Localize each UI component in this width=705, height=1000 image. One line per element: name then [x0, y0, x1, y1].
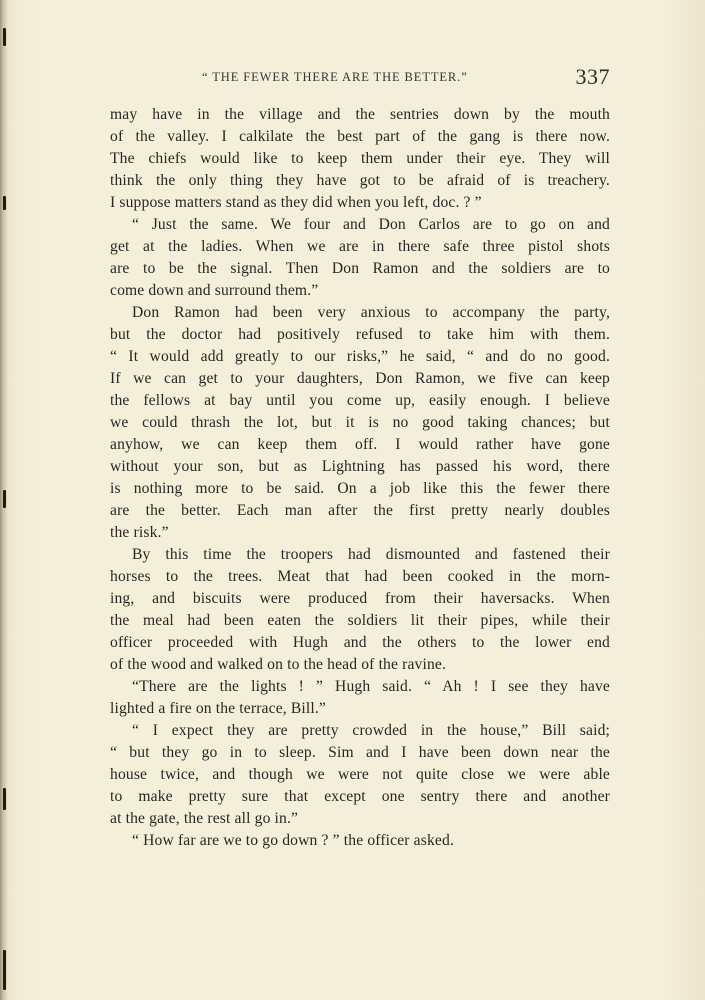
text-line: I suppose matters stand as they did when you left, doc. ? ”: [110, 194, 482, 211]
running-head: “ THE FEWER THERE ARE THE BETTER.”: [202, 70, 468, 84]
text-line: “ but they go in to sleep. Sim and I have been down near the: [110, 744, 610, 761]
text-line: “ It would add greatly to our risks,” he said, “ and do no good.: [110, 348, 610, 365]
text-line: is nothing more to be said. On a job like this the fewer there: [110, 480, 610, 497]
text-line: without your son, but as Lightning has passed his word, there: [110, 458, 610, 475]
binding-mark: [3, 490, 6, 508]
text-line: to make pretty sure that except one sentry there and another: [110, 788, 610, 805]
binding-mark: [3, 196, 6, 210]
text-line: think the only thing they have got to be afraid of is treachery.: [110, 172, 610, 189]
text-line: anyhow, we can keep them off. I would rather have gone: [110, 436, 610, 453]
page-number: 337: [575, 64, 610, 89]
text-line: ing, and biscuits were produced from their haversacks. When: [110, 590, 610, 607]
text-line: get at the ladies. When we are in there safe three pistol shots: [110, 238, 610, 255]
binding-mark: [3, 28, 6, 46]
text-line: Don Ramon had been very anxious to accompany the party,: [132, 304, 610, 321]
text-line: By this time the troopers had dismounted and fastened their: [132, 546, 610, 563]
text-line: The chiefs would like to keep them under their eye. They will: [110, 150, 610, 167]
text-line: lighted a fire on the terrace, Bill.”: [110, 700, 326, 717]
text-line: horses to the trees. Meat that had been cooked in the morn-: [110, 568, 610, 585]
page-header: [110, 64, 610, 90]
text-line: “ How far are we to go down ? ” the officer asked.: [132, 832, 454, 849]
text-line: at the gate, the rest all go in.”: [110, 810, 299, 827]
text-line: of the valley. I calkilate the best part of the gang is there now.: [110, 128, 610, 145]
binding-mark: [3, 950, 6, 990]
text-line: are the better. Each man after the first pretty nearly doubles: [110, 502, 610, 519]
text-line: “ Just the same. We four and Don Carlos are to go on and: [132, 216, 610, 233]
text-line: are to be the signal. Then Don Ramon and the soldiers are to: [110, 260, 610, 277]
body-text: [110, 104, 610, 852]
text-line: “ I expect they are pretty crowded in the house,” Bill said;: [132, 722, 610, 739]
text-line: “There are the lights ! ” Hugh said. “ Ah ! I see they have: [132, 678, 610, 695]
text-line: of the wood and walked on to the head of the ravine.: [110, 656, 447, 673]
text-line: officer proceeded with Hugh and the others to the lower end: [110, 634, 610, 651]
text-line: If we can get to your daughters, Don Ramon, we five can keep: [110, 370, 610, 387]
text-line: may have in the village and the sentries down by the mouth: [110, 106, 610, 123]
text-line: house twice, and though we were not quite close we were able: [110, 766, 610, 783]
text-line: come down and surround them.”: [110, 282, 319, 299]
text-line: the risk.”: [110, 524, 169, 541]
binding-mark: [3, 788, 6, 810]
text-line: but the doctor had positively refused to take him with them.: [110, 326, 610, 343]
text-line: the meal had been eaten the soldiers lit their pipes, while their: [110, 612, 610, 629]
text-line: we could thrash the lot, but it is no good taking chances; but: [110, 414, 610, 431]
text-line: the fellows at bay until you come up, easily enough. I believe: [110, 392, 610, 409]
